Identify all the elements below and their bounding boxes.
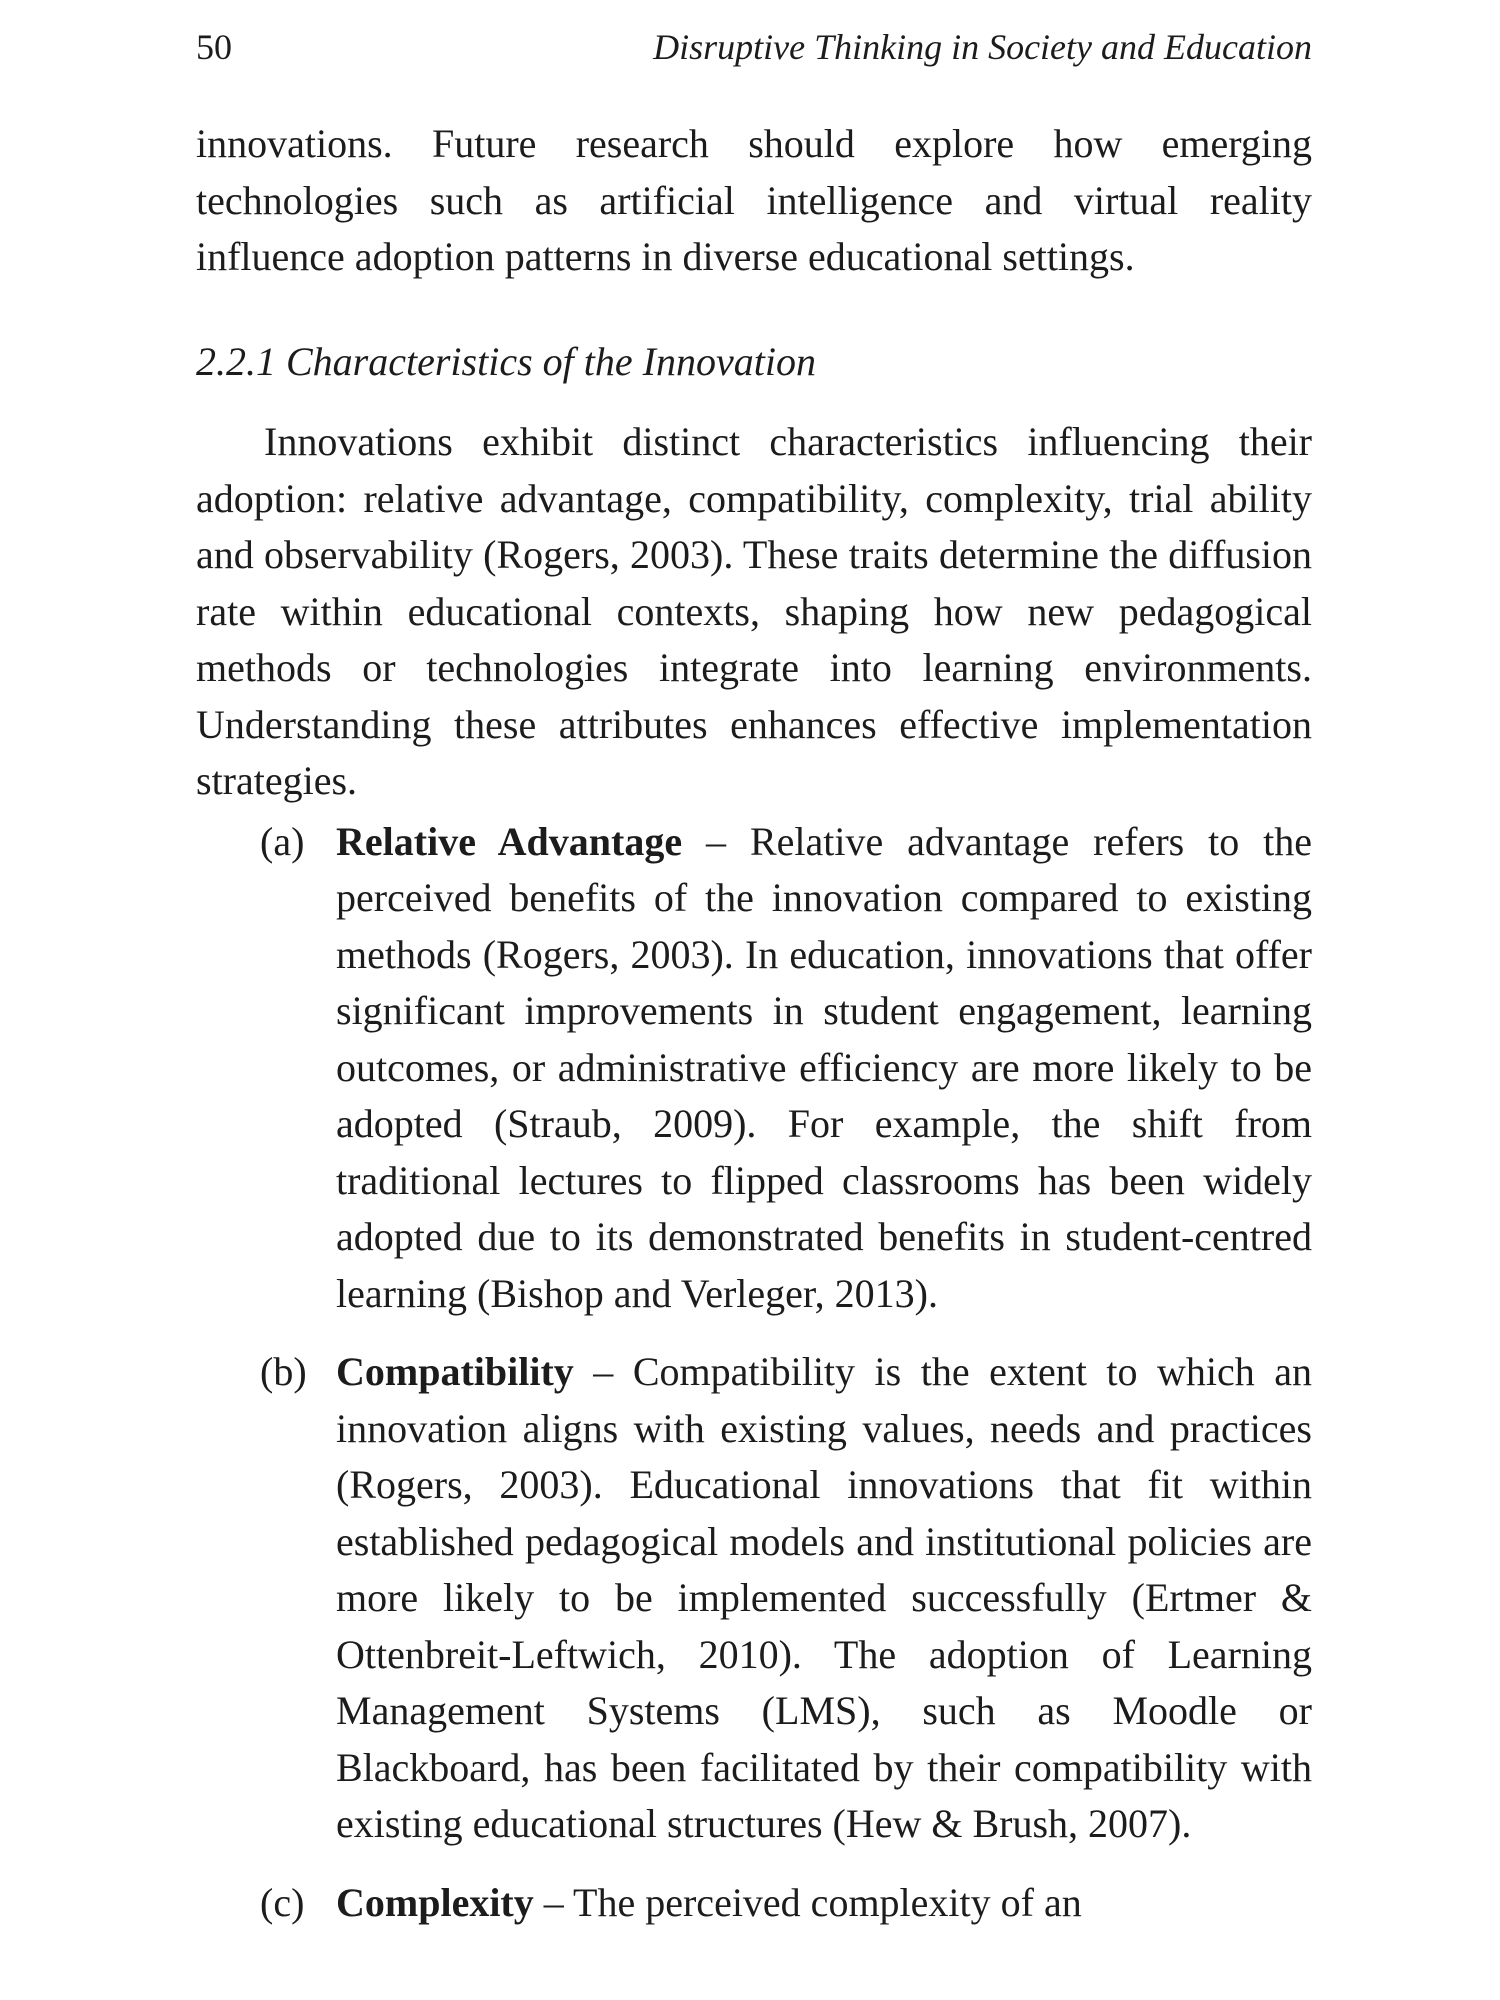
section-heading: 2.2.1 Characteristics of the Innovation — [196, 338, 816, 384]
list-item-relative-advantage — [196, 814, 1312, 1323]
running-header — [196, 22, 1312, 72]
item-term: Complexity — [336, 1879, 534, 1925]
item-text: Compatibility is the extent to which an innovation aligns with existing values, needs and practices (Rogers, 2003). Educational innovations that fit within established pedagogical models and institutional policies are more likely to be implemented successfully (Ertmer & Ottenbreit-Leftwich, 2010). The adoption of Learning Management Systems (LMS), such as Moodle or Blackboard, has been facilitated by their compatibility with existing educational structures (Hew & Brush, 2007). — [336, 1349, 1312, 1846]
list-marker: (c) — [260, 1879, 305, 1925]
continued-paragraph: innovations. Future research should explore how emerging technologies such as artificial intelligence and virtual reality influence adoption patterns in diverse educational settings. — [196, 121, 1312, 279]
item-separator: – — [682, 818, 750, 864]
item-text: The perceived complexity of an — [573, 1879, 1082, 1925]
list-marker: (a) — [260, 818, 305, 864]
item-text: Relative advantage refers to the perceived benefits of the innovation compared to existing methods (Rogers, 2003). In education, innovations that offer significant improvements in student engagement, learning outcomes, or administrative efficiency are more likely to be adopted (Straub, 2009). For example, the shift from traditional lectures to flipped classrooms has been widely adopted due to its demonstrated benefits in student-centred learning (Bishop and Verleger, 2013). — [336, 818, 1313, 1316]
intro-paragraph: Innovations exhibit distinct characteristics influencing their adoption: relative advantage, compatibility, complexity, trial ability and observability (Rogers, 2003). These traits determine the diffusion rate within educational contexts, shaping how new pedagogical methods or technologies integrate into learning environments. Understanding these attributes enhances effective implementation strategies. — [196, 419, 1312, 803]
characteristics-list — [196, 814, 1312, 1932]
item-separator: – — [533, 1879, 574, 1925]
list-marker: (b) — [260, 1349, 307, 1394]
list-item-compatibility — [196, 1344, 1312, 1853]
item-separator: – — [573, 1349, 633, 1394]
item-term: Compatibility — [336, 1349, 574, 1394]
list-item-complexity — [196, 1875, 1312, 1932]
page-number: 50 — [196, 27, 232, 67]
item-term: Relative Advantage — [336, 818, 683, 864]
running-title: Disruptive Thinking in Society and Education — [653, 27, 1312, 67]
page-body — [196, 116, 1312, 1953]
